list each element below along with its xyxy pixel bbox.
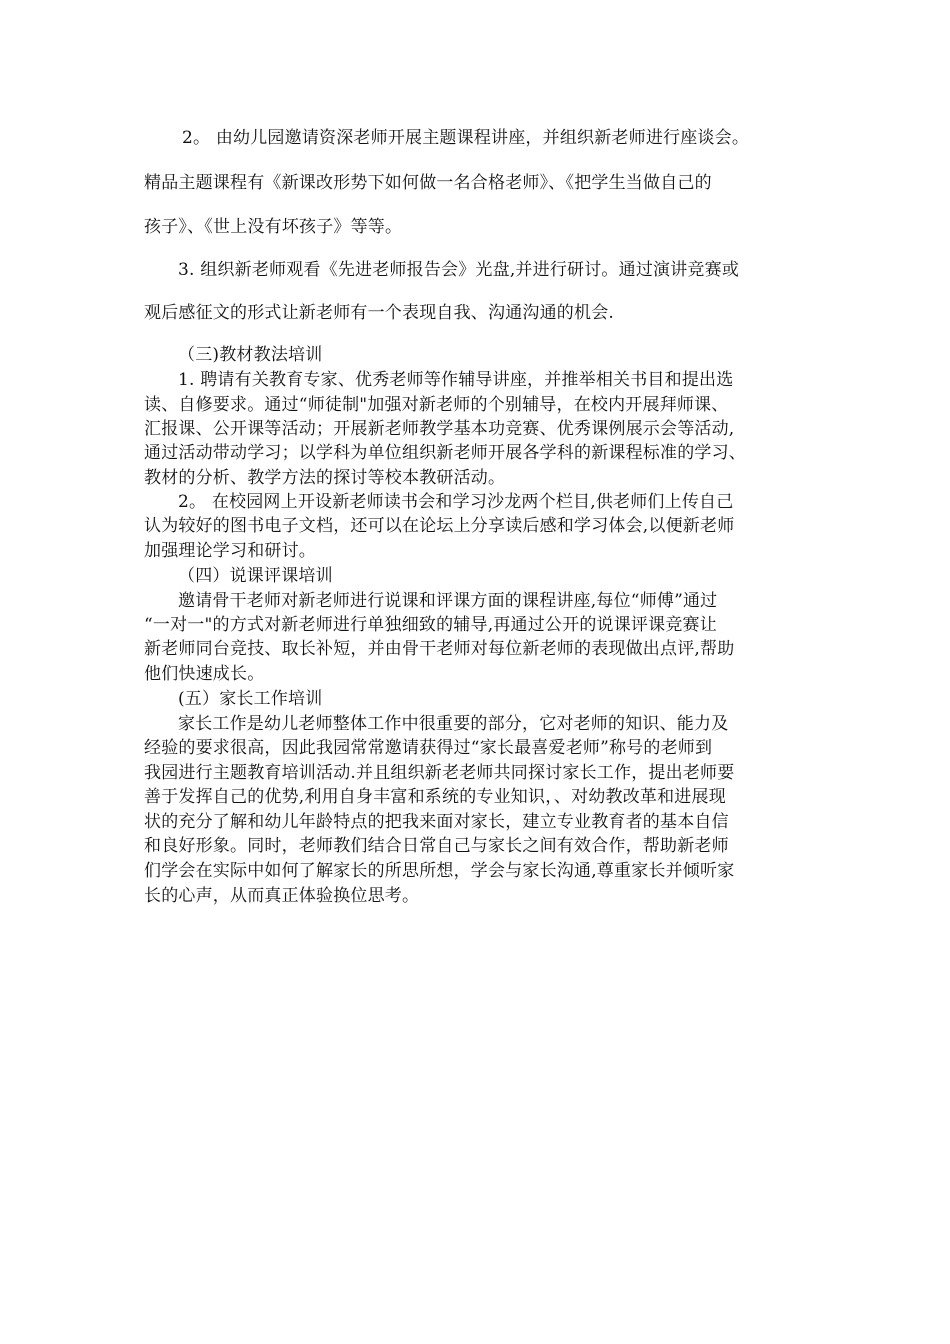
paragraph-line-27: 们学会在实际中如何了解家长的所思所想，学会与家长沟通,尊重家长并倾听家: [144, 861, 735, 881]
paragraph-line-17: “一对一"的方式对新老师进行单独细致的辅导,再通过公开的说课评课竞赛让: [144, 615, 717, 635]
paragraph-line-18: 新老师同台竞技、取长补短，并由骨干老师对每位新老师的表现做出点评,帮助: [144, 639, 735, 659]
paragraph-line-23: 我园进行主题教育培训活动.并且组织新老老师共同探讨家长工作，提出老师要: [144, 763, 735, 783]
paragraph-line-25: 状的充分了解和幼儿年龄特点的把我来面对家长，建立专业教育者的基本自信: [144, 812, 729, 832]
paragraph-line-16: 邀请骨干老师对新老师进行说课和评课方面的课程讲座,每位“师傅”通过: [178, 591, 718, 611]
paragraph-line-19: 他们快速成长。: [144, 664, 265, 684]
section-heading-4: （四）说课评课培训: [178, 566, 333, 586]
paragraph-line-8: 读、自修要求。通过“师徒制"加强对新老师的个别辅导，在校内开展拜师课、: [144, 395, 729, 415]
paragraph-line-28: 长的心声，从而真正体验换位思考。: [144, 886, 420, 906]
paragraph-line-21: 家长工作是幼儿老师整体工作中很重要的部分，它对老师的知识、能力及: [178, 714, 729, 734]
paragraph-line-14: 加强理论学习和研讨。: [144, 541, 316, 561]
paragraph-line-11: 教材的分析、教学方法的探讨等校本教研活动。: [144, 468, 506, 488]
paragraph-line-3: 孩子》、《世上没有坏孩子》等等。: [144, 217, 403, 237]
paragraph-line-24: 善于发挥自己的优势,利用自身丰富和系统的专业知识，、对幼教改革和进展现: [144, 787, 726, 807]
section-heading-5: (五）家长工作培训: [178, 689, 323, 709]
paragraph-line-9: 汇报课、公开课等活动；开展新老师教学基本功竞赛、优秀课例展示会等活动,: [144, 419, 735, 439]
paragraph-line-1: 2。 由幼儿园邀请资深老师开展主题课程讲座，并组织新老师进行座谈会。: [182, 128, 750, 148]
paragraph-line-5: 观后感征文的形式让新老师有一个表现自我、沟通沟通的机会.: [144, 303, 615, 323]
paragraph-line-10: 通过活动带动学习；以学科为单位组织新老师开展各学科的新课程标准的学习、: [144, 443, 746, 463]
paragraph-line-2: 精品主题课程有《新课改形势下如何做一名合格老师》、《把学生当做自己的: [144, 173, 712, 193]
paragraph-line-13: 认为较好的图书电子文档，还可以在论坛上分享读后感和学习体会,以便新老师: [144, 516, 735, 536]
section-heading-3: （三)教材教法培训: [178, 345, 323, 365]
paragraph-line-12: 2。 在校园网上开设新老师读书会和学习沙龙两个栏目,供老师们上传自己: [178, 492, 734, 512]
paragraph-line-22: 经验的要求很高，因此我园常常邀请获得过“家长最喜爱老师”称号的老师到: [144, 738, 713, 758]
paragraph-line-26: 和良好形象。同时，老师教们结合日常自己与家长之间有效合作，帮助新老师: [144, 836, 729, 856]
paragraph-line-4: 3. 组织新老师观看《先进老师报告会》光盘,并进行研讨。通过演讲竞赛或: [178, 260, 740, 280]
paragraph-line-7: 1. 聘请有关教育专家、优秀老师等作辅导讲座，并推举相关书目和提出选: [178, 370, 734, 390]
